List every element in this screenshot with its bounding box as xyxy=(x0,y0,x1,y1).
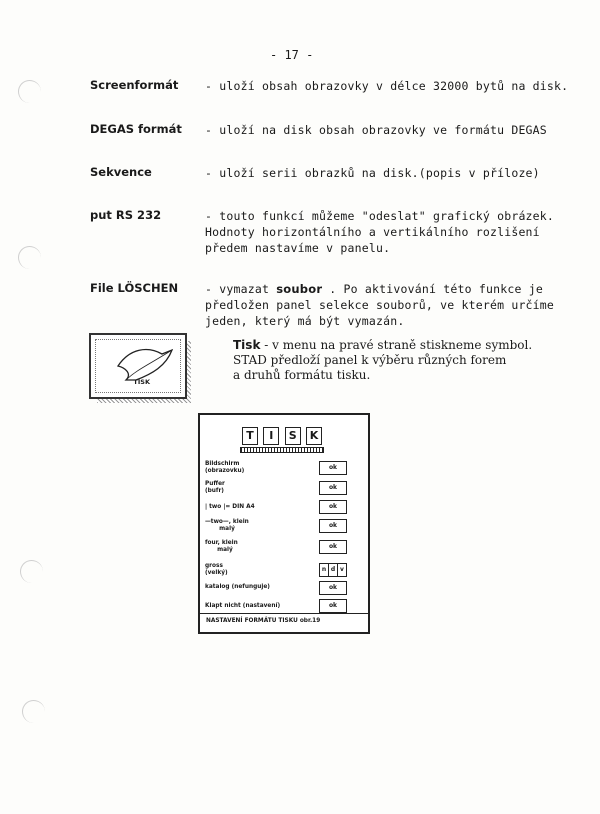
ok-button-puffer[interactable]: ok xyxy=(319,481,347,495)
desc-loschen-line1: - vymazat soubor . Po aktivování této funkce je xyxy=(205,282,544,296)
ok-button-katalog[interactable]: ok xyxy=(319,581,347,595)
desc-degas: - uloží na disk obsah obrazovky ve formátu DEGAS xyxy=(205,123,547,137)
desc-loschen-line3: jeden, který má být vymazán. xyxy=(205,314,405,328)
caption-divider xyxy=(200,613,368,614)
ok-button-bildschirm[interactable]: ok xyxy=(319,461,347,475)
desc-rs232-line2: Hodnoty horizontálního a vertikálního rozlišení xyxy=(205,225,540,239)
page-number: - 17 - xyxy=(270,48,314,62)
option-puffer: Puffer (bufr) xyxy=(205,481,225,494)
term-degas: DEGAS formát xyxy=(90,122,182,136)
ok-button-din-a4[interactable]: ok xyxy=(319,500,347,514)
option-klapt-nicht: Klapt nicht (nastavení) xyxy=(205,603,281,609)
term-sekvence: Sekvence xyxy=(90,165,152,179)
punch-hole xyxy=(22,700,45,723)
illustration-label: TISK xyxy=(133,378,150,386)
option-gross: gross (velký) xyxy=(205,563,228,576)
tisk-dialog xyxy=(198,413,370,634)
ok-button-two-klein[interactable]: ok xyxy=(319,519,347,533)
tisk-description: Tisk - v menu na pravé straně stiskneme symbol. STAD předloží panel k výběru různých forem a druhů formátu tisku. xyxy=(233,338,533,382)
size-n-button[interactable]: n xyxy=(321,566,327,573)
option-bildschirm: Bildschirm (obrazovku) xyxy=(205,461,245,474)
ok-button-klapt-nicht[interactable]: ok xyxy=(319,599,347,613)
term-rs232: put RS 232 xyxy=(90,208,162,222)
desc-loschen-line2: předložen panel selekce souborů, ve kterém určíme xyxy=(205,298,555,312)
punch-hole xyxy=(20,560,43,583)
figure-caption: NASTAVENÍ FORMÁTU TISKU obr.19 xyxy=(206,618,321,624)
option-two-klein: —two—, klein malý xyxy=(205,519,249,532)
size-selector xyxy=(319,563,347,577)
option-four-klein: four, klein malý xyxy=(205,540,238,553)
option-katalog: katalog (nefunguje) xyxy=(205,584,270,590)
desc-rs232-line1: - touto funkcí můžeme "odeslat" grafický obrázek. xyxy=(205,209,555,223)
desc-sekvence: - uloží serii obrazků na disk.(popis v příloze) xyxy=(205,166,540,180)
size-v-button[interactable]: v xyxy=(337,564,346,576)
bold-soubor: soubor xyxy=(276,282,323,296)
punch-hole xyxy=(18,80,41,103)
option-two-din-a4: | two |= DIN A4 xyxy=(205,504,255,510)
size-d-button[interactable]: d xyxy=(328,564,337,576)
tisk-bold: Tisk xyxy=(233,338,261,352)
term-screenformat: Screenformát xyxy=(90,78,179,92)
desc-rs232-line3: předem nastavíme v panelu. xyxy=(205,241,391,255)
ok-button-four-klein[interactable]: ok xyxy=(319,540,347,554)
desc-screenformat: - uloží obsah obrazovky v délce 32000 bytů na disk. xyxy=(205,79,569,93)
dialog-title: T I S K xyxy=(242,427,322,447)
term-file-loschen: File LÖSCHEN xyxy=(90,281,179,295)
title-underline xyxy=(240,447,324,453)
print-icon-illustration xyxy=(89,333,187,399)
punch-hole xyxy=(18,246,41,269)
